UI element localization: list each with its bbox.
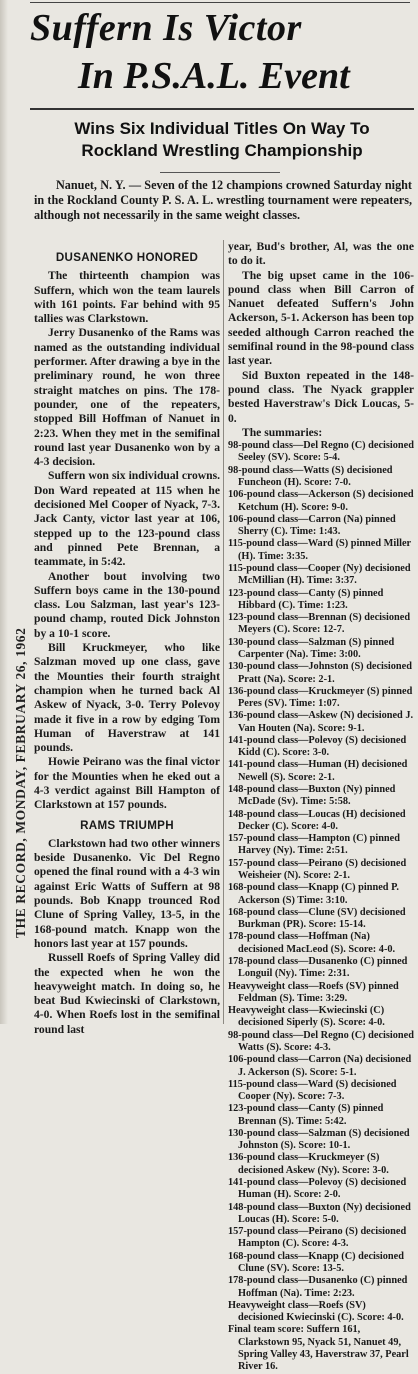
summary-line: 141-pound class—Polevoy (S) decisioned Kidd (C). Score: 3-0. xyxy=(228,734,407,759)
paragraph: Clarkstown had two other winners beside Dusanenko. Vic Del Regno opened the final round with a 4-3 win against Eric Watts of Suffern at 98 pounds. Bob Knapp trounced Rod Clune of Spring Valley, 13-5, in the 168-pound match. Knapp won the honors last year at 157 pounds. xyxy=(34,836,220,950)
summary-line: 178-pound class—Hoffman (Na) decisioned MacLeod (S). Score: 4-0. xyxy=(228,931,396,955)
summary-line: 178-pound class—Dusanenko (C) pinned Longuil (Ny). Time: 2:31. xyxy=(228,955,408,980)
vertical-dateline: THE RECORD, MONDAY, FEBRUARY 26, 1962 xyxy=(13,627,28,938)
paragraph: Russell Roefs of Spring Valley did the expected when he won the heavyweight match. In doing so, he beat Bud Kwiecinski of Clarkstown, 4-0. When Roefs lost in the semifinal round last xyxy=(34,951,220,1036)
summary-line: 106-pound class—Ackerson (S) decisioned Ketchum (H). Score: 9-0. xyxy=(228,489,414,513)
summary-line: 136-pound class—Kruckmeyer (S) pinned Peres (SV). Time: 1:07. xyxy=(228,685,413,710)
headline-rule xyxy=(30,108,414,110)
paragraph: year, Bud's brother, Al, was the one to do it. xyxy=(228,240,414,268)
left-column xyxy=(34,245,220,1037)
subheadline-line-2: Rockland Wrestling Championship xyxy=(81,141,363,160)
paragraph: Sid Buxton repeated in the 148-pound class. The Nyack grappler bested Haverstraw's Dick Loucas, 5-0. xyxy=(228,368,414,425)
summary-line: 130-pound class—Johnston (S) decisioned Pratt (Na). Score: 2-1. xyxy=(228,661,412,685)
summary-line: Heavyweight class—Roefs (SV) decisioned Kwiecinski (C). Score: 4-0. xyxy=(228,1299,404,1324)
top-rule xyxy=(30,2,410,3)
paragraph: Another bout involving two Suffern boys came in the 130-pound class. Lou Salzman, last year's 123-pound champ, routed Dick Johnston by a 10-1 score. xyxy=(34,569,220,640)
paragraph: The thirteenth champion was Suffern, which won the team laurels with 161 points. Far behind with 95 tallies was Clarkstown. xyxy=(34,269,220,326)
paragraph: Bill Kruckmeyer, who like Salzman moved up one class, gave the Mounties their fourth straight champion when he turned back Al Askew of Nyack, 3-0. Terry Polevoy made it five in a row by edging Tom Human of Haverstraw at 141 pounds. xyxy=(34,641,220,755)
lede-paragraph xyxy=(34,178,412,224)
summary-line: 98-pound class—Del Regno (C) decisioned Watts (S). Score: 4-3. xyxy=(228,1029,414,1053)
summary-line: 141-pound class—Polevoy (S) decisioned Human (H). Score: 2-0. xyxy=(228,1177,407,1201)
summary-line: 148-pound class—Buxton (Ny) decisioned Loucas (H). Score: 5-0. xyxy=(228,1201,411,1225)
summary-line: 168-pound class—Knapp (C) pinned P. Ackerson (S) Time: 3:10. xyxy=(228,882,400,906)
summary-line: 141-pound class—Human (H) decisioned Newell (S). Score: 2-1. xyxy=(228,759,408,783)
section-heading: DUSANENKO HONORED xyxy=(55,251,199,264)
headline-line-1: Suffern Is Victor xyxy=(30,7,302,49)
paragraph: The summaries: xyxy=(242,425,323,439)
summary-line: 157-pound class—Hampton (C) pinned Harvey (Ny). Time: 2:51. xyxy=(228,833,400,857)
summary-line: Final team score: Suffern 161, Clarkstown 95, Nyack 51, Nanuet 49, Spring Valley 43, Haverstraw 37, Pearl River 16. xyxy=(228,1324,409,1373)
summary-line: 168-pound class—Knapp (C) decisioned Clune (SV). Score: 13-5. xyxy=(228,1250,404,1274)
summary-line: 106-pound class—Carron (Na) decisioned J. Ackerson (S). Score: 5-1. xyxy=(228,1054,412,1078)
summaries-list xyxy=(228,440,414,1373)
summary-line: 98-pound class—Del Regno (C) decisioned Seeley (SV). Score: 5-4. xyxy=(228,440,414,464)
subheadline-line-1: Wins Six Individual Titles On Way To xyxy=(74,119,370,138)
summary-line: 98-pound class—Watts (S) decisioned Funcheon (H). Score: 7-0. xyxy=(228,464,393,488)
summary-line: 123-pound class—Brennan (S) decisioned Meyers (C). Score: 12-7. xyxy=(228,612,411,636)
summary-line: 115-pound class—Ward (S) pinned Miller (H). Time: 3:35. xyxy=(228,538,411,562)
subheadline xyxy=(30,118,414,162)
summary-line: 157-pound class—Peirano (S) decisioned Hampton (C). Score: 4-3. xyxy=(228,1226,407,1250)
summary-line: 123-pound class—Canty (S) pinned Brennan (S). Time: 5:42. xyxy=(228,1103,384,1127)
summary-line: 136-pound class—Kruckmeyer (S) decisioned Askew (Ny). Score: 3-0. xyxy=(228,1152,389,1176)
summary-line: 148-pound class—Loucas (H) decisioned Decker (C). Score: 4-0. xyxy=(228,808,406,832)
summary-line: 130-pound class—Salzman (S) pinned Carpenter (Na). Time: 3:00. xyxy=(228,636,395,660)
paragraph: The big upset came in the 106-pound class when Bill Carron of Nanuet defeated Suffern's John Ackerson, 5-1. Ackerson has been top seeded although Carron reached the semifinal round in the 98-pound class last year. xyxy=(228,268,414,368)
summary-line: Heavyweight class—Roefs (SV) pinned Feldman (S). Time: 3:29. xyxy=(228,980,399,1004)
summary-line: 148-pound class—Buxton (Ny) pinned McDade (Sv). Time: 5:58. xyxy=(228,784,396,808)
right-column xyxy=(228,240,414,1374)
lede-text: Nanuet, N. Y. — Seven of the 12 champions crowned Saturday night in the Rockland County P. S. A. L. wrestling tournament were repeaters, although not necessarily in the same weight classes. xyxy=(34,178,412,223)
summary-line: 106-pound class—Carron (Na) pinned Sherry (C). Time: 1:43. xyxy=(228,513,396,538)
paragraph: Suffern won six individual crowns. Don Ward repeated at 115 when he decisioned Mel Cooper of Nyack, 7-3. Jack Canty, victor last year at 106, stepped up to the 123-pound class and pinned Pete Brennan, a teammate, in 5:42. xyxy=(34,469,220,569)
summary-line: 130-pound class—Salzman (S) decisioned Johnston (S). Score: 10-1. xyxy=(228,1127,410,1152)
summary-line: 157-pound class—Peirano (S) decisioned Weisheier (N). Score: 2-1. xyxy=(228,857,407,881)
summary-line: 115-pound class—Cooper (Ny) decisioned McMillian (H). Time: 3:37. xyxy=(228,562,411,587)
summary-line: 123-pound class—Canty (S) pinned Hibbard (C). Time: 1:23. xyxy=(228,587,384,611)
summary-line: Heavyweight class—Kwiecinski (C) decisioned Siperly (S). Score: 4-0. xyxy=(228,1005,385,1029)
column-divider xyxy=(223,240,224,1024)
deck-rule xyxy=(160,172,280,173)
summary-line: 178-pound class—Dusanenko (C) pinned Hoffman (Na). Time: 2:23. xyxy=(228,1275,408,1299)
paragraph: Howie Peirano was the final victor for the Mounties when he eked out a 4-3 verdict against Bill Hampton of Clarkstown at 157 pounds. xyxy=(34,755,220,812)
summary-line: 115-pound class—Ward (S) decisioned Cooper (Ny). Score: 7-3. xyxy=(228,1078,397,1103)
paragraph: Jerry Dusanenko of the Rams was named as the outstanding individual performer. After drawing a bye in the preliminary round, he won three straight matches on pins. The 178-pounder, one of the repeaters, stopped Bill Hoffman of Nanuet in 2:23. When they met in the semifinal round last year Dusanenko won by a 4-3 decision. xyxy=(34,326,220,469)
summary-line: 136-pound class—Askew (N) decisioned J. Van Houten (Na). Score: 9-1. xyxy=(228,710,414,734)
headline-line-2: In P.S.A.L. Event xyxy=(78,55,350,97)
summary-line: 168-pound class—Clune (SV) decisioned Burkman (PR). Score: 15-14. xyxy=(228,906,406,931)
page-edge xyxy=(0,0,8,1024)
section-heading: RAMS TRIUMPH xyxy=(80,818,174,832)
